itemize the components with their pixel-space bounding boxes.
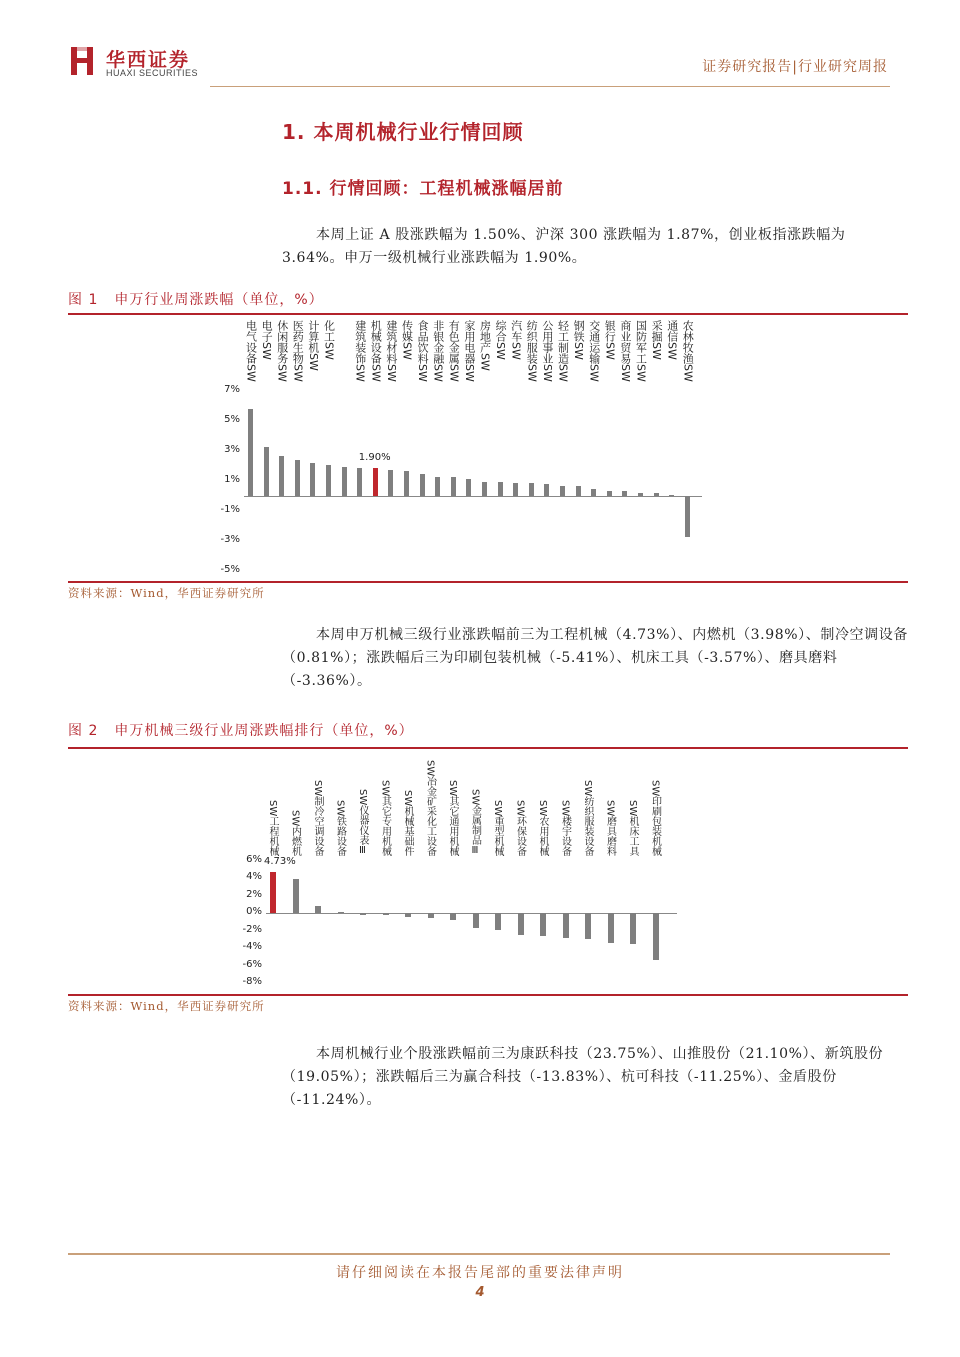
y-tick-label: -6%	[242, 958, 262, 970]
bar	[295, 460, 300, 496]
chart-1	[200, 318, 720, 580]
category-label: 综合SW	[494, 320, 508, 360]
header-divider	[210, 86, 890, 87]
y-tick-label: 5%	[224, 414, 240, 425]
footer-divider	[68, 1253, 890, 1255]
category-label: 汽车SW	[509, 320, 523, 360]
bar	[428, 913, 434, 917]
category-label: SW内燃机	[289, 809, 301, 856]
bar	[404, 471, 409, 497]
page-number: 4	[475, 1285, 485, 1300]
bar	[435, 477, 440, 497]
category-label: SW机床工具	[627, 799, 638, 856]
figure-2-label: 图 2	[68, 723, 99, 739]
category-label: 交通运输SW	[587, 320, 601, 382]
y-tick-label: -3%	[220, 534, 240, 545]
paragraph-1	[282, 224, 910, 270]
subsection-heading: 1.1. 行情回顾：工程机械涨幅居前	[282, 179, 564, 199]
bar	[466, 479, 471, 496]
category-label: SW农用机械	[537, 799, 548, 856]
category-label: 电子SW	[260, 320, 274, 360]
category-label: 家用电器SW	[462, 320, 476, 382]
figure-2-top-rule	[68, 747, 908, 749]
y-tick-label: 6%	[246, 854, 262, 865]
bar	[498, 482, 503, 496]
bar	[420, 474, 425, 497]
bar-annotation: 4.73%	[264, 856, 296, 868]
bar	[338, 912, 344, 913]
chart-2	[200, 752, 700, 992]
bar	[342, 467, 347, 496]
figure-1-bottom-rule	[68, 581, 908, 583]
y-tick-label: 2%	[246, 888, 262, 900]
category-label: SW纺织服装设备	[582, 779, 593, 856]
y-tick-label: 3%	[224, 444, 240, 455]
category-label: SW磨具磨料	[604, 799, 616, 856]
category-label: 银行SW	[603, 320, 617, 360]
bar-annotation: 1.90%	[358, 451, 391, 463]
bar	[669, 495, 674, 497]
y-tick-label: -5%	[220, 564, 240, 575]
category-label: SW冶金矿采化工设备	[424, 759, 436, 856]
category-label: 休闲服务SW	[275, 320, 289, 382]
bar	[310, 463, 315, 496]
category-label: 建筑材料SW	[384, 320, 398, 382]
category-label: 医药生物SW	[291, 320, 305, 382]
y-tick-label: 4%	[246, 871, 262, 883]
figure-2-title: 申万机械三级行业周涨跌幅排行（单位，%）	[114, 723, 414, 739]
y-tick-label: -2%	[242, 923, 262, 935]
bar	[560, 486, 565, 497]
bar	[638, 493, 643, 496]
category-label: 传媒SW	[400, 320, 414, 360]
category-label: 国防军工SW	[634, 320, 648, 382]
bar	[513, 483, 518, 497]
category-label: 纺织服装SW	[525, 320, 539, 382]
bar	[685, 496, 690, 537]
y-tick-label: -4%	[242, 941, 262, 953]
category-label: SW工程机械	[267, 799, 278, 856]
y-tick-label: 0%	[246, 906, 262, 918]
y-tick-label: 1%	[224, 474, 240, 485]
bar	[450, 913, 456, 920]
category-label: SW其它通用机械	[447, 779, 458, 856]
category-label: SW制冷空调设备	[312, 779, 323, 856]
figure-1-title: 申万行业周涨跌幅（单位，%）	[114, 292, 324, 308]
bar	[630, 913, 636, 944]
bar	[388, 470, 393, 496]
category-label: 商业贸易SW	[618, 320, 632, 382]
figure-1-label: 图 1	[68, 292, 99, 308]
bar	[653, 913, 659, 960]
bar	[529, 483, 534, 496]
category-label: 轻工制造SW	[556, 320, 570, 382]
bar	[326, 465, 331, 497]
figure-1-source: 资料来源：Wind，华西证券研究所	[68, 586, 265, 600]
category-label: 采掘SW	[650, 320, 664, 360]
paragraph-3-text: 本周机械行业个股涨跌幅前三为康跃科技（23.75%）、山推股份（21.10%）、新筑股份（19.05%）；涨跌幅后三为赢合科技（-13.83%）、杭可科技（-11.25%）、金盾股份（-11.24%）。	[282, 1046, 884, 1108]
bar	[607, 491, 612, 496]
footer-disclaimer: 请仔细阅读在本报告尾部的重要法律声明	[336, 1265, 624, 1281]
bar	[373, 468, 378, 497]
y-tick-label: -8%	[242, 976, 262, 987]
category-label: 通信SW	[665, 320, 679, 360]
y-tick-label: 7%	[224, 384, 240, 395]
category-label: 建筑装饰SW	[353, 320, 367, 382]
paragraph-1-text: 本周上证 A 股涨跌幅为 1.50%、沪深 300 涨跌幅为 1.87%，创业板指涨跌幅为 3.64%。申万一级机械行业涨跌幅为 1.90%。	[282, 227, 846, 266]
bar	[383, 913, 389, 915]
category-label: 房地产SW	[478, 320, 492, 371]
bar	[622, 491, 627, 496]
bar	[270, 872, 276, 913]
category-label: 农林牧渔SW	[681, 320, 695, 382]
category-label: 有色金属SW	[447, 320, 461, 382]
category-label: SW金属制品Ⅲ	[469, 788, 481, 856]
paragraph-2	[282, 624, 910, 693]
y-tick-label: -1%	[220, 504, 240, 515]
bar	[360, 913, 366, 914]
section-heading: 1. 本周机械行业行情回顾	[282, 120, 524, 144]
bar	[279, 456, 284, 497]
category-label: SW楼宇设备	[559, 799, 571, 856]
category-label: SW重型机械	[492, 799, 503, 856]
category-label: SW环保设备	[514, 799, 526, 856]
figure-2-bottom-rule	[68, 994, 908, 996]
bar	[576, 486, 581, 497]
bar	[293, 879, 299, 914]
bar	[473, 913, 479, 928]
bar	[585, 913, 591, 938]
bar	[482, 482, 487, 496]
bar	[654, 493, 659, 496]
bar	[405, 913, 411, 916]
bar	[518, 913, 524, 935]
category-label: 计算机SW	[306, 320, 320, 371]
bar	[563, 913, 569, 937]
bar	[495, 913, 501, 930]
category-label: 非银金融SW	[431, 320, 445, 382]
paragraph-3	[282, 1043, 910, 1112]
category-label: SW印刷包装机械	[649, 779, 661, 856]
bar	[315, 906, 321, 913]
category-label: 公用事业SW	[540, 320, 554, 382]
logo-english: HUAXI SECURITIES	[106, 68, 199, 78]
category-label: 化工SW	[322, 320, 336, 360]
bar	[357, 468, 362, 497]
figure-1-caption	[68, 289, 324, 309]
paragraph-2-text: 本周申万机械三级行业涨跌幅前三为工程机械（4.73%）、内燃机（3.98%）、制冷空调设备（0.81%）；涨跌幅后三为印刷包装机械（-5.41%）、机床工具（-3.57%）、磨具磨料（-3.36%）。	[282, 627, 908, 689]
figure-2-caption	[68, 720, 414, 740]
report-type: 证券研究报告|行业研究周报	[702, 59, 888, 75]
category-label: 电气设备SW	[244, 320, 258, 382]
bar	[540, 913, 546, 936]
figure-2-source: 资料来源：Wind，华西证券研究所	[68, 999, 265, 1013]
category-label: 钢铁SW	[572, 320, 586, 360]
category-label: SW其它专用机械	[379, 779, 391, 856]
category-label: 食品饮料SW	[416, 320, 430, 382]
category-label: 机械设备SW	[369, 320, 383, 382]
category-label: SW机械基础件	[402, 789, 413, 856]
bar	[248, 409, 253, 496]
bar	[264, 447, 269, 497]
category-label: SW铁路设备	[334, 799, 346, 856]
bar	[591, 489, 596, 496]
zero-baseline	[244, 496, 702, 497]
logo-icon	[68, 45, 98, 77]
figure-1-top-rule	[68, 313, 908, 315]
bar	[451, 477, 456, 497]
logo-name: 华西证券	[106, 49, 191, 71]
bar	[544, 484, 549, 496]
category-label: SW仪器仪表Ⅲ	[357, 788, 368, 856]
zero-baseline	[266, 913, 677, 914]
bar	[608, 913, 614, 942]
